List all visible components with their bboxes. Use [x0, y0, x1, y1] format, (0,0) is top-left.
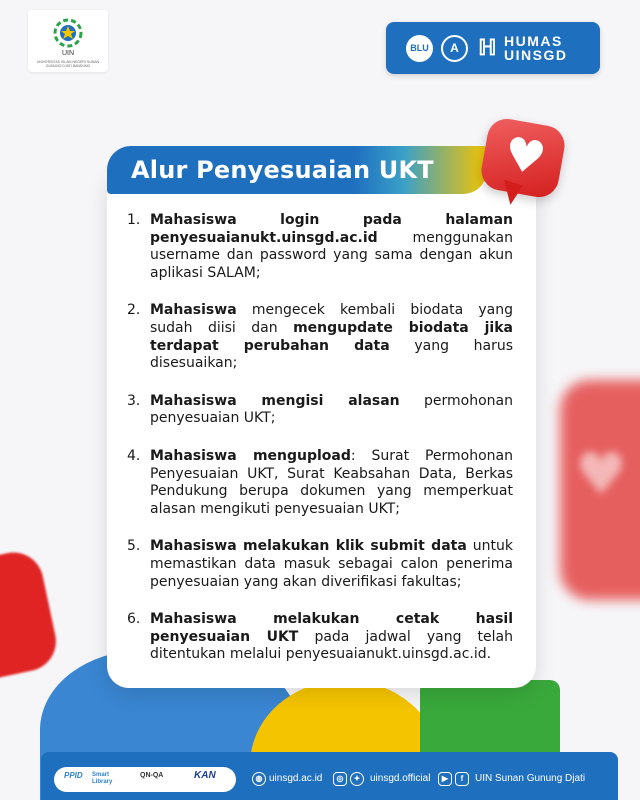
footer-social[interactable] [333, 771, 430, 787]
step-rest-2: yang harus disesuaikan; [150, 337, 513, 372]
step-bold-2: mengupdate biodata jika terdapat perubahan data [150, 319, 513, 354]
step-number: 4. [127, 447, 141, 464]
step-bold: Mahasiswa login pada halaman penyesuaianukt.uinsgd.ac.id [150, 212, 513, 246]
page-title: Alur Penyesuaian UKT [131, 156, 434, 184]
uin-emblem-icon [50, 16, 86, 50]
step-rest: : Surat Permohonan Penyesuaian UKT, Surat Keabsahan Data, Berkas Pendukung berupa dokumen yang memperkuat alasan mengikuti penyesuaian UKT; [150, 447, 513, 517]
globe-icon: ◍ [252, 772, 266, 786]
footer-website[interactable] [252, 771, 322, 787]
ppid-logo: PPID [64, 771, 83, 780]
smart-library-logo: Smart Library [92, 772, 113, 785]
step-bold: Mahasiswa melakukan klik submit data [150, 538, 467, 555]
step-number: 1. [127, 212, 141, 228]
step-bold: Mahasiswa [150, 302, 237, 319]
blurred-heart-icon: ♥ [575, 440, 627, 508]
qnqa-logo: QN-QA [140, 772, 164, 779]
step-bold: Mahasiswa mengisi alasan [150, 392, 400, 409]
step-text [150, 393, 513, 428]
step-bold: Mahasiswa mengupload [150, 447, 351, 464]
twitter-icon: ✦ [350, 772, 364, 786]
youtube-icon: ▶ [438, 772, 452, 786]
step-number: 5. [127, 538, 141, 555]
website-text: uinsgd.ac.id [269, 773, 323, 784]
step-text [150, 302, 513, 372]
step-text [150, 448, 513, 518]
step-number: 3. [127, 392, 141, 409]
step-bold: Mahasiswa melakukan cetak hasil penyesuaian UKT [150, 611, 513, 645]
humas-line1: HUMAS [504, 33, 563, 49]
uin-logo-label: UIN [61, 50, 75, 57]
step-text [150, 538, 513, 591]
bg-heart-bubble-left [0, 547, 61, 683]
humas-line2: UINSGD [504, 47, 568, 63]
footer-partner-logos [54, 767, 236, 792]
step-rest: mengecek kembali biodata yang sudah diisi dan [150, 302, 513, 336]
social-handle-text: uinsgd.official [370, 773, 431, 784]
humas-header-badge [386, 22, 600, 74]
blu-logo: BLU [406, 35, 433, 62]
channel-text: UIN Sunan Gunung Djati [475, 773, 586, 784]
instagram-icon: ◎ [333, 772, 347, 786]
step-number: 2. [127, 302, 141, 319]
list-item [127, 448, 513, 518]
step-text [150, 212, 513, 282]
uin-logo-subtitle: UNIVERSITAS ISLAM NEGERI SUNAN GUNUNG DJATI BANDUNG [36, 60, 100, 69]
kan-logo: KAN [194, 770, 216, 781]
step-rest: pada jadwal yang telah ditentukan melalui penyesuaianukt.uinsgd.ac.id. [150, 628, 513, 663]
heart-icon: ♥ [499, 125, 551, 187]
step-rest: permohonan penyesuaian UKT; [150, 392, 513, 427]
list-item [127, 302, 513, 372]
humas-wordmark [504, 34, 567, 62]
humas-h-icon: ℍ [478, 35, 497, 60]
list-item [127, 538, 513, 591]
facebook-icon: f [455, 772, 469, 786]
step-number: 6. [127, 611, 141, 628]
list-item [127, 393, 513, 428]
step-rest: untuk memastikan data masuk sebagai calon penerima penyesuaian yang akan diverifikasi fakultas; [150, 538, 513, 590]
accreditation-a-logo: A [441, 35, 468, 62]
step-rest: menggunakan username dan password yang sama dengan akun aplikasi SALAM; [150, 229, 513, 281]
footer-channel[interactable] [438, 771, 585, 787]
steps-list [127, 212, 513, 684]
uin-logo [28, 10, 108, 72]
list-item [127, 611, 513, 664]
list-item [127, 212, 513, 282]
step-text [150, 611, 513, 664]
